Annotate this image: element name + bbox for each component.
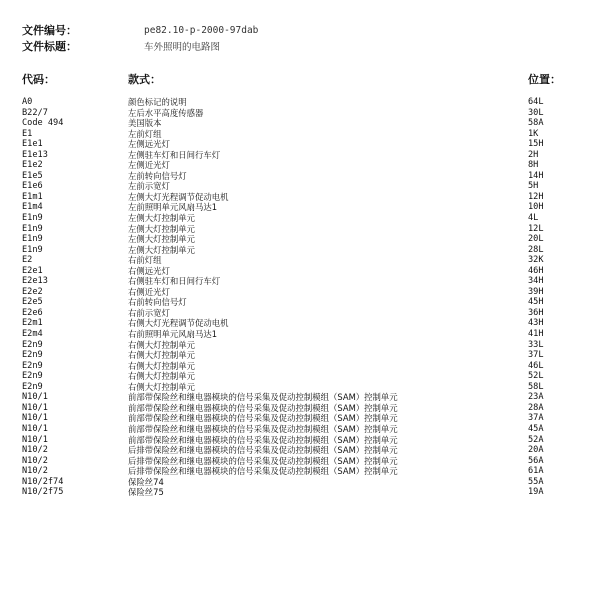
component-description: 左前示宽灯 [128, 181, 170, 192]
component-code: E2e5 [22, 297, 43, 308]
component-description: 右前灯组 [128, 255, 162, 266]
component-description: 后排带保险丝和继电器模块的信号采集及促动控制模组（SAM）控制单元 [128, 466, 398, 477]
component-position: 28L [528, 244, 544, 255]
component-code: N10/1 [22, 392, 48, 403]
component-description: 右侧大灯控制单元 [128, 339, 195, 350]
component-table [22, 97, 578, 498]
component-code: E1n9 [22, 223, 43, 234]
component-code: N10/1 [22, 413, 48, 424]
component-description: 前部带保险丝和继电器模块的信号采集及促动控制模组（SAM）控制单元 [128, 392, 398, 403]
component-position: 37A [528, 413, 544, 424]
component-code: E2e2 [22, 286, 43, 297]
component-description: 保险丝74 [128, 476, 164, 487]
table-row [22, 413, 578, 424]
table-row [22, 466, 578, 477]
table-row [22, 224, 578, 235]
component-code: E1n9 [22, 244, 43, 255]
component-description: 左侧大灯控制单元 [128, 223, 195, 234]
table-row [22, 456, 578, 467]
component-position: 55A [528, 476, 544, 487]
table-row [22, 340, 578, 351]
component-code: N10/1 [22, 402, 48, 413]
table-header [22, 71, 578, 87]
component-code: E1e5 [22, 170, 43, 181]
component-position: 46H [528, 265, 544, 276]
file-title-value: 车外照明的电路图 [144, 42, 221, 53]
component-code: E2 [22, 255, 33, 266]
table-row [22, 297, 578, 308]
component-description: 左侧大灯光程调节促动电机 [128, 191, 229, 202]
component-position: 28A [528, 402, 544, 413]
column-header-description: 款式： [128, 73, 161, 86]
component-description: 左侧近光灯 [128, 160, 170, 171]
component-code: E2e1 [22, 265, 43, 276]
component-description: 左前灯组 [128, 128, 162, 139]
table-row [22, 234, 578, 245]
component-description: 后排带保险丝和继电器模块的信号采集及促动控制模组（SAM）控制单元 [128, 455, 398, 466]
component-description: 右侧驻车灯和日间行车灯 [128, 276, 221, 287]
component-position: 56A [528, 455, 544, 466]
table-row [22, 487, 578, 498]
table-row [22, 435, 578, 446]
table-row [22, 350, 578, 361]
component-description: 左前转向信号灯 [128, 170, 187, 181]
component-code: N10/2 [22, 445, 48, 456]
table-row [22, 329, 578, 340]
component-code: E2n9 [22, 350, 43, 361]
table-row [22, 255, 578, 266]
file-number-row [22, 22, 582, 38]
component-description: 左侧大灯控制单元 [128, 244, 195, 255]
component-code: E2n9 [22, 339, 43, 350]
file-number-label: 文件编号： [22, 24, 77, 37]
component-description: 右侧大灯光程调节促动电机 [128, 318, 229, 329]
component-description: 左侧大灯控制单元 [128, 213, 195, 224]
table-row [22, 403, 578, 414]
component-position: 61A [528, 466, 544, 477]
column-header-code: 代码： [22, 73, 55, 86]
component-code: N10/1 [22, 434, 48, 445]
component-position: 43H [528, 318, 544, 329]
file-title-row [22, 38, 582, 54]
table-row [22, 276, 578, 287]
component-position: 10H [528, 202, 544, 213]
component-description: 前部带保险丝和继电器模块的信号采集及促动控制模组（SAM）控制单元 [128, 413, 398, 424]
component-position: 8H [528, 160, 539, 171]
component-description: 右前转向信号灯 [128, 297, 187, 308]
component-description: 右前示宽灯 [128, 307, 170, 318]
component-code: E2n9 [22, 381, 43, 392]
file-title-label: 文件标题： [22, 40, 77, 53]
component-position: 30L [528, 107, 544, 118]
component-code: E2e13 [22, 276, 48, 287]
component-position: 52A [528, 434, 544, 445]
component-description: 左前照明单元风扇马达1 [128, 202, 218, 213]
table-row [22, 266, 578, 277]
table-row [22, 287, 578, 298]
component-code: E1n9 [22, 234, 43, 245]
component-position: 19A [528, 487, 544, 498]
column-header-position: 位置： [528, 73, 561, 86]
component-description: 左侧大灯控制单元 [128, 234, 195, 245]
component-code: B22/7 [22, 107, 48, 118]
table-row [22, 477, 578, 488]
table-row [22, 97, 578, 108]
component-code: N10/2f75 [22, 487, 64, 498]
component-code: E1e6 [22, 181, 43, 192]
component-code: E1e1 [22, 139, 43, 150]
component-description: 美国版本 [128, 118, 162, 129]
component-description: 颜色标记的说明 [128, 97, 187, 107]
component-code: E1m4 [22, 202, 43, 213]
component-code: N10/2 [22, 455, 48, 466]
table-row [22, 382, 578, 393]
component-position: 64L [528, 97, 544, 107]
component-position: 36H [528, 307, 544, 318]
component-position: 39H [528, 286, 544, 297]
component-position: 23A [528, 392, 544, 403]
component-description: 左后水平高度传感器 [128, 107, 204, 118]
component-code: E1n9 [22, 213, 43, 224]
table-row [22, 361, 578, 372]
component-position: 20A [528, 445, 544, 456]
component-code: E2e6 [22, 307, 43, 318]
file-number-value: pe82.10-p-2000-97dab [144, 24, 259, 36]
component-code: E1 [22, 128, 33, 139]
component-code: E2m1 [22, 318, 43, 329]
table-row [22, 371, 578, 382]
table-row [22, 392, 578, 403]
component-position: 45H [528, 297, 544, 308]
component-position: 33L [528, 339, 544, 350]
component-code: E2n9 [22, 360, 43, 371]
table-row [22, 213, 578, 224]
table-row [22, 202, 578, 213]
component-position: 58L [528, 381, 544, 392]
component-description: 右前照明单元风扇马达1 [128, 329, 218, 340]
component-code: A0 [22, 97, 33, 107]
component-description: 前部带保险丝和继电器模块的信号采集及促动控制模组（SAM）控制单元 [128, 423, 398, 434]
component-description: 右侧大灯控制单元 [128, 360, 195, 371]
component-position: 46L [528, 360, 544, 371]
table-row [22, 424, 578, 435]
component-description: 右侧远光灯 [128, 265, 170, 276]
component-description: 右侧近光灯 [128, 286, 170, 297]
component-position: 20L [528, 234, 544, 245]
component-position: 15H [528, 139, 544, 150]
component-code: N10/2 [22, 466, 48, 477]
component-description: 右侧大灯控制单元 [128, 381, 195, 392]
component-position: 41H [528, 329, 544, 340]
table-row [22, 245, 578, 256]
component-code: N10/2f74 [22, 476, 64, 487]
table-row [22, 150, 578, 161]
component-position: 1K [528, 128, 539, 139]
component-position: 32K [528, 255, 544, 266]
component-position: 5H [528, 181, 539, 192]
component-code: E1e2 [22, 160, 43, 171]
component-code: E1m1 [22, 191, 43, 202]
component-code: E1e13 [22, 149, 48, 160]
component-description: 保险丝75 [128, 487, 164, 498]
table-row [22, 118, 578, 129]
component-code: E2m4 [22, 329, 43, 340]
component-description: 后排带保险丝和继电器模块的信号采集及促动控制模组（SAM）控制单元 [128, 445, 398, 456]
component-position: 34H [528, 276, 544, 287]
component-position: 14H [528, 170, 544, 181]
component-description: 右侧大灯控制单元 [128, 350, 195, 361]
table-row [22, 160, 578, 171]
table-row [22, 308, 578, 319]
component-position: 52L [528, 371, 544, 382]
table-row [22, 445, 578, 456]
table-row [22, 318, 578, 329]
component-position: 12H [528, 191, 544, 202]
table-row [22, 139, 578, 150]
component-position: 45A [528, 423, 544, 434]
component-position: 2H [528, 149, 539, 160]
table-row [22, 108, 578, 119]
component-description: 左侧驻车灯和日间行车灯 [128, 149, 221, 160]
component-description: 左侧远光灯 [128, 139, 170, 150]
table-row [22, 181, 578, 192]
component-description: 前部带保险丝和继电器模块的信号采集及促动控制模组（SAM）控制单元 [128, 434, 398, 445]
component-code: Code 494 [22, 118, 64, 129]
component-code: E2n9 [22, 371, 43, 382]
component-position: 12L [528, 223, 544, 234]
component-position: 58A [528, 118, 544, 129]
component-code: N10/1 [22, 423, 48, 434]
component-position: 37L [528, 350, 544, 361]
component-description: 前部带保险丝和继电器模块的信号采集及促动控制模组（SAM）控制单元 [128, 402, 398, 413]
component-description: 右侧大灯控制单元 [128, 371, 195, 382]
component-position: 4L [528, 213, 539, 224]
document-meta [22, 22, 582, 54]
table-row [22, 129, 578, 140]
table-row [22, 192, 578, 203]
table-row [22, 171, 578, 182]
